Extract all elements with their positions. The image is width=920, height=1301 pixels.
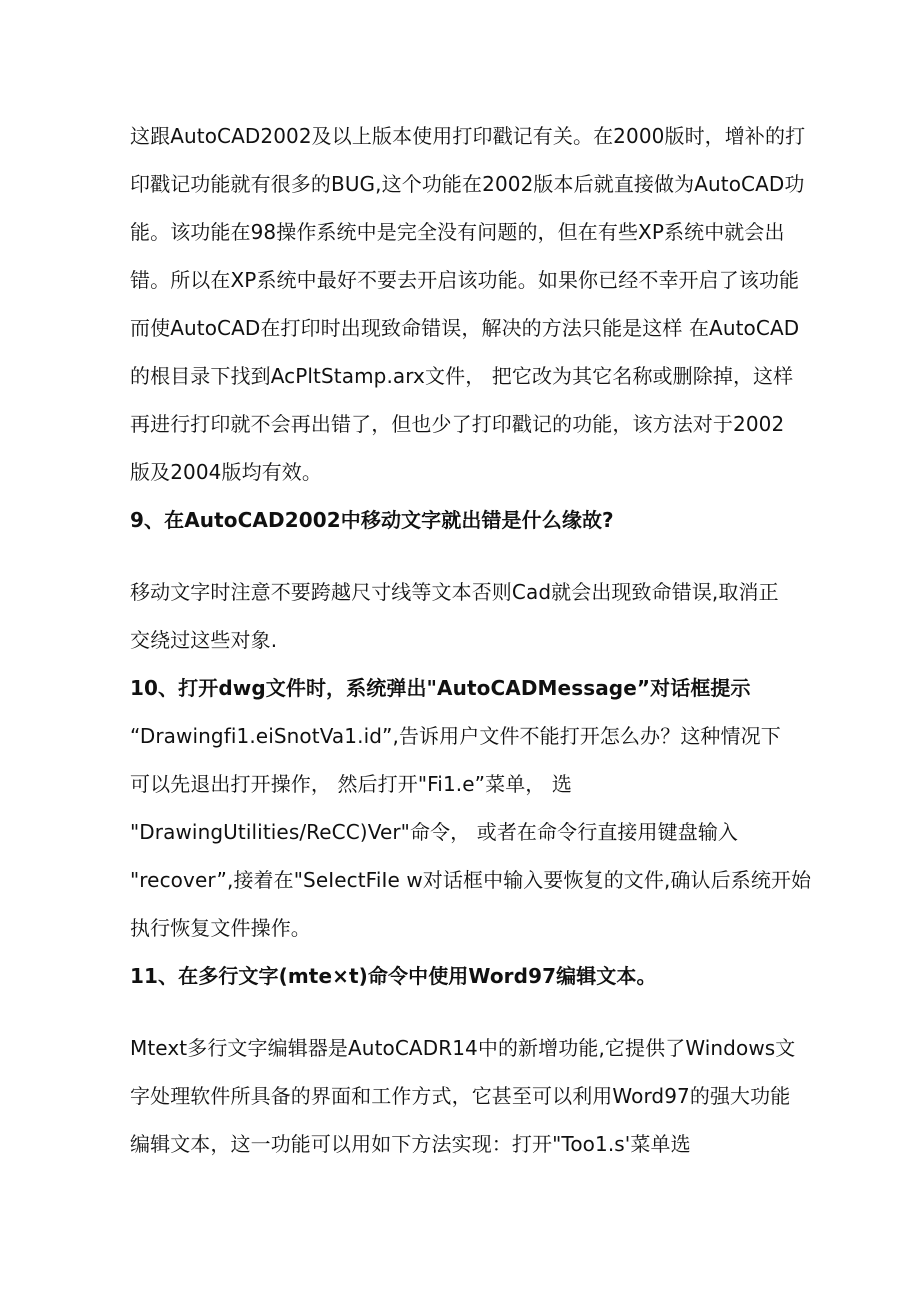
question-block-10 [130,664,812,952]
question-heading-11 [130,952,792,1000]
text-line: 再进行打印就不会再出错了，但也少了打印戳记的功能，该方法对于2002 [130,412,785,436]
text-line: 的根目录下找到AcPltStamp.arx文件， 把它改为其它名称或删除掉，这样 [130,364,794,388]
text-line: "recover”,接着在"SeIectFiIe w对话框中输入要恢复的文件,确认后系统开始 [130,868,812,892]
text-line: 字处理软件所具备的界面和工作方式，它甚至可以利用Word97的强大功能 [130,1084,791,1108]
text-line: 这跟AutoCAD2002及以上版本使用打印戳记有关。在2000版时，增补的打 [130,124,806,148]
text-line: 印戳记功能就有很多的BUG,这个功能在2002版本后就直接做为AutoCAD功 [130,172,805,196]
paragraph-answer-8 [130,112,806,496]
spacer [130,1000,792,1024]
text-line: "DrawingUtilities/ReCC)Ver"命令， 或者在命令行直接用键盘输入 [130,820,739,844]
text-line: 交绕过这些对象. [130,628,278,652]
document-body [130,112,812,1168]
text-line: 而使AutoCAD在打印时出现致命错误，解决的方法只能是这样 在AutoCAD [130,316,800,340]
paragraph-answer-11 [130,1024,796,1168]
spacer [130,544,792,568]
text-line: “Drawingfi1.eiSnotVa1.id”,告诉用户文件不能打开怎么办？这种情况下 [130,724,781,748]
text-line: 错。所以在XP系统中最好不要去开启该功能。如果你已经不幸开启了该功能 [130,268,800,292]
text-line: 编辑文本，这一功能可以用如下方法实现：打开"Too1.s'菜单选 [130,1132,691,1156]
text-line: 移动文字时注意不要跨越尺寸线等文本否则Cad就会出现致命错误,取消正 [130,580,779,604]
text-line: 可以先退出打开操作， 然后打开"Fi1.e”菜单， 选 [130,772,572,796]
text-line: 执行恢复文件操作。 [130,916,311,940]
question-heading-9 [130,496,792,544]
heading-text: 11、在多行文字(mte×t)命令中使用Word97编辑文本。 [130,964,657,988]
text-line: 版及2004版均有效。 [130,460,322,484]
heading-text: 9、在AutoCAD2002中移动文字就出错是什么缘故? [130,508,614,532]
text-line: 10、打开dwg文件时，系统弹出"AutoCADMessage”对话框提示 [130,676,751,700]
text-line: Mtext多行文字编辑器是AutoCADR14中的新增功能,它提供了Windows文 [130,1036,796,1060]
paragraph-answer-9 [130,568,792,664]
text-line: 能。该功能在98操作系统中是完全没有问题的，但在有些XP系统中就会出 [130,220,785,244]
